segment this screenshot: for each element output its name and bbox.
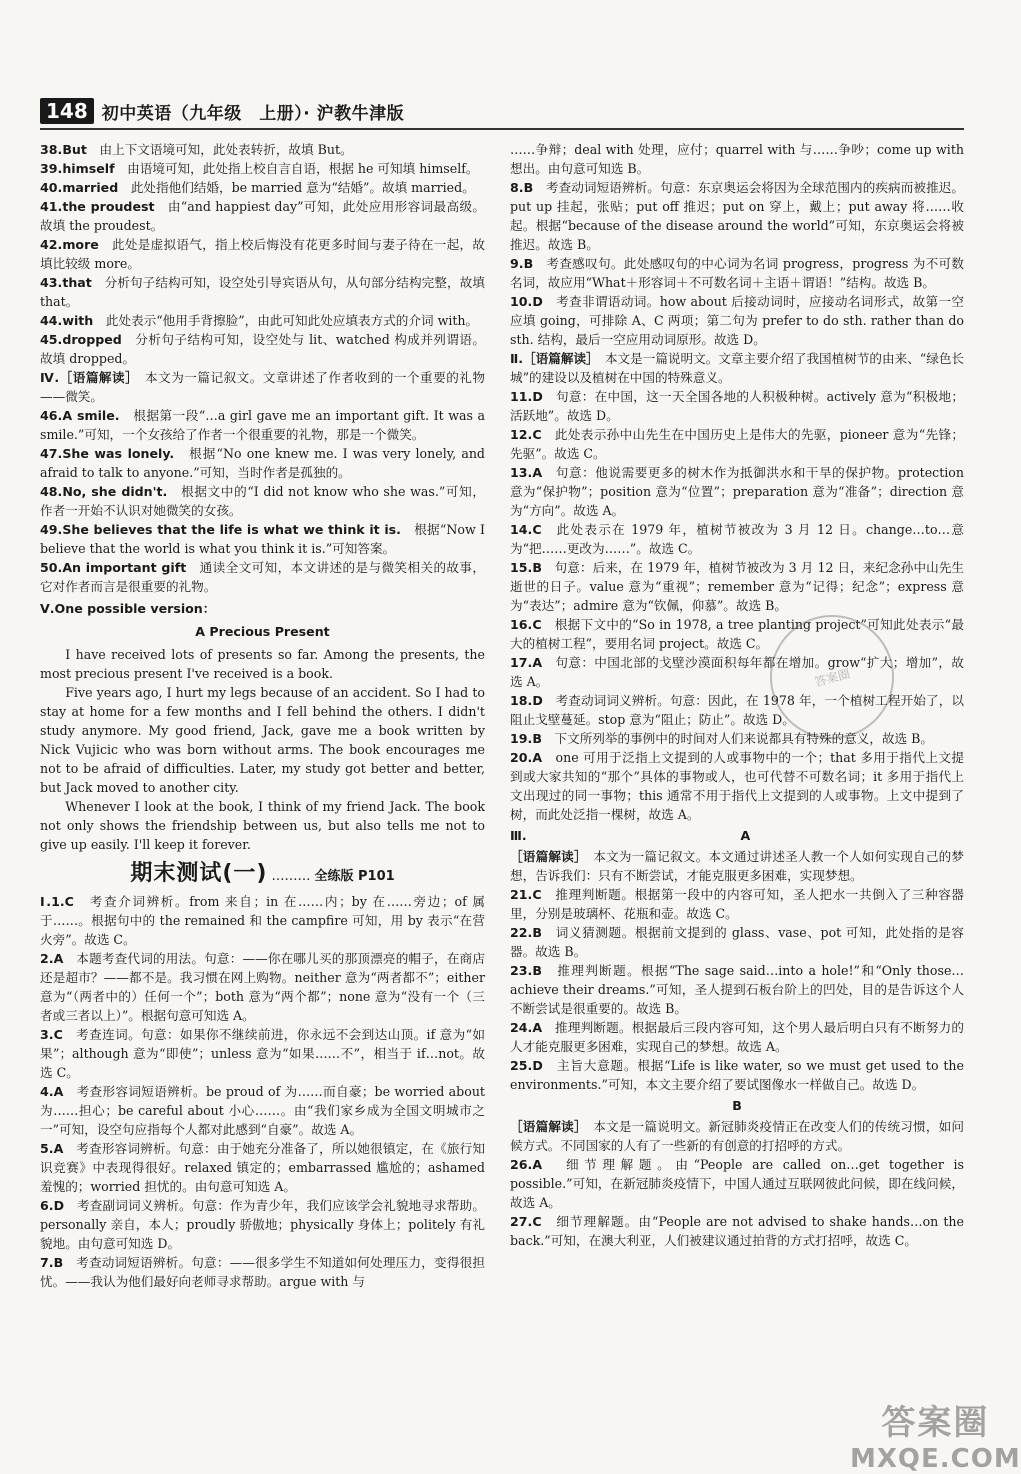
section-note	[510, 847, 964, 885]
watermark-line: MXQE.COM	[850, 1444, 1021, 1474]
explanation-text: 细节理解题。由“People are not advised to shake hands…on the back.”可知，在澳大利亚，人们被建议通过拍背的方式打招呼，故选 C。	[510, 1214, 964, 1248]
answer-key: the proudest	[62, 199, 155, 214]
answer-key: A	[532, 750, 543, 765]
question-number: 21.	[510, 887, 533, 902]
explanation-text: 考查动词短语辨析。句意：东京奥运会将因为全球范围内的疾病而被推迟。put up 挂起，张贴；put off 推迟；put on 穿上，戴上；put away 将……收起。根据“because of the disease around the world”可知，东京奥运会将被推迟。故选 B。	[510, 180, 964, 252]
answer-item	[510, 1056, 964, 1094]
section-heading: Ⅱ.［语篇解读］	[510, 351, 593, 366]
question-number: 12.	[510, 427, 533, 442]
explanation-text: 此处表示在 1979 年，植树节被改为 3 月 12 日。change…to…意为“把……更改为……”。故选 C。	[510, 522, 964, 556]
answer-key: B	[523, 256, 534, 271]
answer-item	[40, 558, 485, 596]
answer-key: B	[532, 560, 542, 575]
answer-key: A	[532, 465, 543, 480]
explanation-text: 考查感叹句。此处感叹句的中心词为名词 progress，progress 为不可数名词，故应用“What＋形容词＋不可数名词＋主语＋谓语！”结构。故选 B。	[510, 256, 964, 290]
question-number: 8.	[510, 180, 524, 195]
watermark-line: 答案圈	[881, 1403, 990, 1443]
answer-item	[40, 159, 485, 178]
question-number: 46.	[40, 408, 63, 423]
answer-key: C	[53, 1027, 63, 1042]
essay-paragraph: Five years ago, I hurt my legs because of an accident. So I had to stay at home for a few months and I fell behind the others. I didn't study anymore. My good friend, Jack, gave me a book written by Nick Vujicic who was born without arms. The book encourages me not to be afraid of difficulties. Later, my study got better and better, but Jack moved to another city.	[40, 685, 485, 795]
question-number: 50.	[40, 560, 63, 575]
question-number: 47.	[40, 446, 63, 461]
answer-item	[510, 729, 964, 748]
question-number: 22.	[510, 925, 533, 940]
stamp-seal: 答案圈	[756, 601, 908, 753]
answer-key: C	[64, 894, 74, 909]
question-number: 5.	[40, 1141, 54, 1156]
section-heading: Ⅳ.［语篇解读］	[40, 370, 132, 385]
explanation-text: 根据第一段“…a girl gave me an important gift. It was a smile.”可知，一个女孩给了作者一个很重要的礼物，那是一个微笑。	[40, 408, 485, 442]
essay-paragraph: Whenever I look at the book, I think of my friend Jack. The book not only shows the friendship between us, but also tells me not to give up easily. I'll keep it forever.	[40, 799, 485, 852]
question-number: 23.	[510, 963, 533, 978]
explanation-text: 此处表示孙中山先生在中国历史上是伟大的先驱，pioneer 意为“先锋；先驱”。故选 C。	[510, 427, 964, 461]
answer-item	[510, 1212, 964, 1250]
answer-key: dropped	[62, 332, 122, 347]
answer-item	[40, 140, 485, 159]
question-number: 26.	[510, 1157, 533, 1172]
answer-key: C	[532, 1214, 542, 1229]
section-heading: ［语篇解读］	[510, 849, 581, 864]
answer-list	[40, 406, 485, 596]
answer-item	[510, 178, 964, 254]
question-number: 20.	[510, 750, 533, 765]
test-title: 期末测试(一)	[130, 861, 268, 886]
section-numeral: Ⅲ.	[510, 828, 527, 843]
answer-key: She was lonely.	[62, 446, 175, 461]
section-note	[510, 349, 964, 387]
question-number: 10.	[510, 294, 533, 309]
answer-item	[40, 273, 485, 311]
explanation-text: 分析句子结构可知，设空处与 lit、watched 构成并列谓语。故填 dropped。	[40, 332, 485, 366]
explanation-text: 考查动词短语辨析。句意：——很多学生不知道如何处理压力，变得很担忧。——我认为他们最好向老师寻求帮助。argue with 与	[40, 1255, 485, 1289]
book-title: 初中英语（九年级 上册）· 沪教牛津版	[101, 103, 405, 124]
answer-key: more	[62, 237, 99, 252]
explanation-text: 此处是虚拟语气，指上校后悔没有花更多时间与妻子待在一起，故填比较级 more。	[40, 237, 485, 271]
answer-key: D	[532, 389, 543, 404]
answer-item	[40, 1253, 485, 1291]
answer-key: C	[532, 522, 542, 537]
answer-key: D	[532, 693, 543, 708]
explanation-text: 下文所列举的事例中的时间对人们来说都具有特殊的意义，故选 B。	[541, 731, 933, 746]
question-number: 24.	[510, 1020, 533, 1035]
answer-item	[510, 387, 964, 425]
question-number: 39.	[40, 161, 63, 176]
answer-key: B	[523, 180, 534, 195]
page-header	[40, 96, 404, 126]
answer-list	[510, 1155, 964, 1250]
explanation-text: 由语境可知，此处指上校自言自语，根据 he 可知填 himself。	[114, 161, 479, 176]
question-number: 14.	[510, 522, 533, 537]
answer-item	[510, 615, 964, 653]
answer-key: married	[62, 180, 119, 195]
explanation-text: 考查连词。句意：如果你不继续前进，你永远不会到达山顶。if 意为“如果”；although 意为“即使”；unless 意为“如果……不”，相当于 if…not。故选 C。	[40, 1027, 485, 1080]
answer-key: D	[532, 294, 543, 309]
answer-item	[510, 425, 964, 463]
explanation-text: 句意：中国北部的戈壁沙漠面积每年都在增加。grow“扩大；增加”，故选 A。	[510, 655, 964, 689]
section-note-text: 本文是一篇说明文。新冠肺炎疫情正在改变人们的传统习惯，如问候方式。不同国家的人有了一些新的有创意的打招呼的方式。	[510, 1119, 965, 1153]
answer-list	[40, 140, 485, 368]
question-number: 4.	[40, 1084, 54, 1099]
explanation-text: 句意：后来，在 1979 年，植树节被改为 3 月 12 日，来纪念孙中山先生逝世的日子。value 意为“重视”；remember 意为“记得；纪念”；express 意为“表达”；admire 意为“钦佩，仰慕”。故选 B。	[510, 560, 964, 613]
answer-key: B	[532, 731, 542, 746]
section-note-text: 本文为一篇记叙文。本文通过讲述圣人教一个人如何实现自己的梦想，告诉我们：只有不断尝试，才能克服更多困难，实现梦想。	[510, 849, 965, 883]
answer-key: C	[532, 887, 542, 902]
explanation-text: 推理判断题。根据第一段中的内容可知，圣人把水一共倒入了三种容器里，分别是玻璃杯、花瓶和壶。故选 C。	[510, 887, 964, 921]
answer-item	[40, 406, 485, 444]
explanation-text: 根据“Now I believe that the world is what you think it is.”可知答案。	[40, 522, 485, 556]
left-column	[40, 140, 485, 1291]
answer-item	[510, 520, 964, 558]
answer-item	[40, 1025, 485, 1082]
answer-item	[40, 235, 485, 273]
essay-body	[40, 645, 485, 854]
explanation-text: 句意：在中国，这一天全国各地的人积极种树。actively 意为“积极地；活跃地”。故选 D。	[510, 389, 964, 423]
answer-item	[40, 444, 485, 482]
section-heading: ［语篇解读］	[510, 1119, 581, 1134]
explanation-text: 由上下文语境可知，此处表转折，故填 But。	[86, 142, 353, 157]
answer-key: But	[62, 142, 87, 157]
question-number: 9.	[510, 256, 524, 271]
answer-key: B	[532, 925, 542, 940]
part-label: B	[732, 1098, 742, 1113]
question-number: 48.	[40, 484, 63, 499]
question-number: 11.	[510, 389, 533, 404]
answer-item	[40, 892, 485, 949]
section-heading	[510, 826, 964, 845]
section-note	[40, 368, 485, 406]
answer-key: A smile.	[62, 408, 120, 423]
question-number: 13.	[510, 465, 533, 480]
answer-key: A	[532, 655, 543, 670]
answer-item	[40, 178, 485, 197]
section-note-text: 本文为一篇记叙文。文章讲述了作者收到的一个重要的礼物——微笑。	[40, 370, 485, 404]
answer-key: A	[532, 1020, 543, 1035]
answer-key: C	[532, 427, 542, 442]
question-number: 49.	[40, 522, 63, 537]
question-number: Ⅰ.1.	[40, 894, 65, 909]
question-number: 18.	[510, 693, 533, 708]
answer-key: D	[53, 1198, 65, 1213]
answer-item	[510, 558, 964, 615]
test-title-dots: ………	[271, 869, 311, 884]
answer-key: C	[532, 617, 542, 632]
answer-key: D	[532, 1058, 543, 1073]
explanation-text: 句意：他说需要更多的树木作为抵御洪水和干旱的保护物。protection 意为“保护物”；position 意为“位置”；preparation 意为“准备”；direction 意为“方向”。故选 A。	[510, 465, 964, 518]
answer-list	[40, 892, 485, 1291]
question-number: 17.	[510, 655, 533, 670]
answer-key: B	[53, 1255, 64, 1270]
explanation-text: 此处指他们结婚，be married 意为“结婚”。故填 married。	[118, 180, 475, 195]
answer-item	[40, 520, 485, 558]
section-note	[510, 1117, 964, 1155]
right-column	[510, 140, 964, 1250]
answer-key: A	[532, 1157, 543, 1172]
answer-list	[510, 140, 964, 349]
page-number: 148	[40, 98, 94, 124]
explanation-text: 考查介词辨析。from 来自；in 在……内；by 在……旁边；of 属于……。根据句中的 the remained 和 the campfire 可知，用 by 表示“在营火旁”。故选 C。	[40, 894, 485, 947]
question-number: 41.	[40, 199, 63, 214]
answer-key: that	[62, 275, 92, 290]
answer-item	[510, 885, 964, 923]
essay-title: A Precious Present	[195, 624, 330, 639]
question-number: 7.	[40, 1255, 54, 1270]
section-heading: Ⅴ.One possible version：	[40, 601, 216, 616]
explanation-text: 推理判断题。根据最后三段内容可知，这个男人最后明白只有不断努力的人才能克服更多困难，实现自己的梦想。故选 A。	[510, 1020, 964, 1054]
explanation-text: 分析句子结构可知，设空处引导宾语从句，从句部分结构完整，故填 that。	[40, 275, 485, 309]
explanation-text: 考查形容词辨析。句意：由于她充分准备了，所以她很镇定，在《旅行知识竞赛》中表现得很好。relaxed 镇定的；embarrassed 尴尬的；ashamed 羞愧的；worried 担忧的。由句意可知选 A。	[40, 1141, 485, 1194]
explanation-text: 根据下文中的“So in 1978, a tree planting project”可知此处表示“最大的植树工程”，要用名词 project。故选 C。	[510, 617, 964, 651]
answer-list	[510, 885, 964, 1094]
answer-item	[40, 1139, 485, 1196]
explanation-text: 本题考查代词的用法。句意：——你在哪儿买的那顶漂亮的帽子，在商店还是超市？——都不是。我习惯在网上购物。neither 意为“两者都不”；either 意为“（两者中的）任何一个”；both 意为“两个都”；none 意为“没有一个（三者或三者以上）”。根据句意可知选 A。	[40, 951, 485, 1023]
question-number: 15.	[510, 560, 533, 575]
question-number: 19.	[510, 731, 533, 746]
explanation-text: 由“and happiest day”可知，此处应用形容词最高级。故填 the proudest。	[40, 199, 486, 233]
answer-item	[510, 1018, 964, 1056]
question-number: 44.	[40, 313, 63, 328]
answer-item	[510, 1155, 964, 1212]
answer-key: A	[53, 1084, 64, 1099]
header-rule	[40, 128, 964, 130]
answer-key: himself	[62, 161, 115, 176]
explanation-text: 考查副词词义辨析。句意：作为青少年，我们应该学会礼貌地寻求帮助。personally 亲自，本人；proudly 骄傲地；physically 身体上；politely 有礼貌地。由句意可知选 D。	[40, 1198, 485, 1251]
answer-item	[510, 691, 964, 729]
answer-key: No, she didn't.	[62, 484, 168, 499]
question-number: 43.	[40, 275, 63, 290]
watermark	[850, 1395, 1021, 1474]
explanation-text: 考查形容词短语辨析。be proud of 为……而自豪；be worried about 为……担心；be careful about 小心……。由“我们家乡成为全国文明城市之一”可知，设空句应指每个人都对此感到“自豪”。故选 A。	[40, 1084, 485, 1137]
question-number: 16.	[510, 617, 533, 632]
answer-item	[510, 140, 964, 178]
test-title-bar	[40, 861, 485, 886]
question-number: 25.	[510, 1058, 533, 1073]
answer-item	[40, 330, 485, 368]
question-number: 45.	[40, 332, 63, 347]
answer-key: She believes that the life is what we think it is.	[62, 522, 401, 537]
answer-key: An important gift	[62, 560, 187, 575]
explanation-text: 考查动词词义辨析。句意：因此，在 1978 年，一个植树工程开始了，以阻止戈壁蔓延。stop 意为“阻止；防止”。故选 D。	[510, 693, 964, 727]
explanation-text: 根据“No one knew me. I was very lonely, and afraid to talk to anyone.”可知，当时作者是孤独的。	[40, 446, 485, 480]
explanation-text: 推理判断题。根据“The sage said…into a hole!”和“Only those…achieve their dreams.”可知，圣人提到石板台阶上的凹处，目的是告诉这个人不断尝试是很重要的。故选 B。	[510, 963, 964, 1016]
answer-key: B	[532, 963, 542, 978]
explanation-text: 根据文中的“I did not know who she was.”可知，作者一开始不认识对她微笑的女孩。	[40, 484, 485, 518]
explanation-text: 细节理解题。由“People are called on…get together is possible.”可知，在新冠肺炎疫情下，中国人通过互联网彼此问候，即在线问候，故选 A。	[510, 1157, 964, 1210]
question-number: 38.	[40, 142, 63, 157]
answer-item	[40, 311, 485, 330]
explanation-text: 此处表示“他用手背擦脸”，由此可知此处应填表方式的介词 with。	[93, 313, 479, 328]
explanation-text: one 可用于泛指上文提到的人或事物中的一个；that 多用于指代上文提到或大家共知的“那个”具体的事物或人，也可代替不可数名词；it 多用于指代上文出现过的同一事物；this 通常不用于指代上文提到的人或事物。上文中提到了树，而此处泛指一棵树，故选 A。	[510, 750, 964, 822]
question-number: 42.	[40, 237, 63, 252]
answer-item	[510, 292, 964, 349]
answer-item	[40, 197, 485, 235]
question-number: 27.	[510, 1214, 533, 1229]
answer-item	[510, 961, 964, 1018]
explanation-text: 通读全文可知，本文讲述的是与微笑相关的故事，它对作者而言是很重要的礼物。	[40, 560, 486, 594]
answer-item	[40, 1196, 485, 1253]
explanation-text: 考查非谓语动词。how about 后接动词时，应接动名词形式，故第一空应填 going，可排除 A、C 两项；第二句为 prefer to do sth. rather than do sth. 结构，最后一空应用动词原形。故选 D。	[510, 294, 964, 347]
part-label: A	[740, 828, 751, 843]
explanation-text: ……争辩；deal with 处理，应付；quarrel with 与……争吵；come up with 想出。由句意可知选 B。	[510, 142, 964, 176]
answer-item	[510, 254, 964, 292]
explanation-text: 主旨大意题。根据“Life is like water, so we must get used to the environments.”可知，本文主要介绍了要试图像水一样做自己。故选 D。	[510, 1058, 964, 1092]
answer-item	[40, 1082, 485, 1139]
answer-item	[510, 748, 964, 824]
question-number: 3.	[40, 1027, 54, 1042]
answer-key: with	[62, 313, 94, 328]
answer-key: A	[53, 951, 64, 966]
section-note-text: 本文是一篇说明文。文章主要介绍了我国植树节的由来、“绿色长城”的建设以及植树在中国的特殊意义。	[510, 351, 965, 385]
explanation-text: 词义猜测题。根据前文提到的 glass、vase、pot 可知，此处指的是容器。故选 B。	[510, 925, 964, 959]
answer-item	[40, 949, 485, 1025]
essay-paragraph: I have received lots of presents so far. Among the presents, the most precious present I've received is a book.	[40, 647, 485, 681]
answer-key: A	[53, 1141, 64, 1156]
question-number: 40.	[40, 180, 63, 195]
question-number: 6.	[40, 1198, 54, 1213]
answer-item	[40, 482, 485, 520]
answer-item	[510, 653, 964, 691]
test-title-ref: 全练版 P101	[314, 869, 395, 884]
answer-item	[510, 923, 964, 961]
question-number: 2.	[40, 951, 54, 966]
answer-item	[510, 463, 964, 520]
answer-list	[510, 387, 964, 824]
